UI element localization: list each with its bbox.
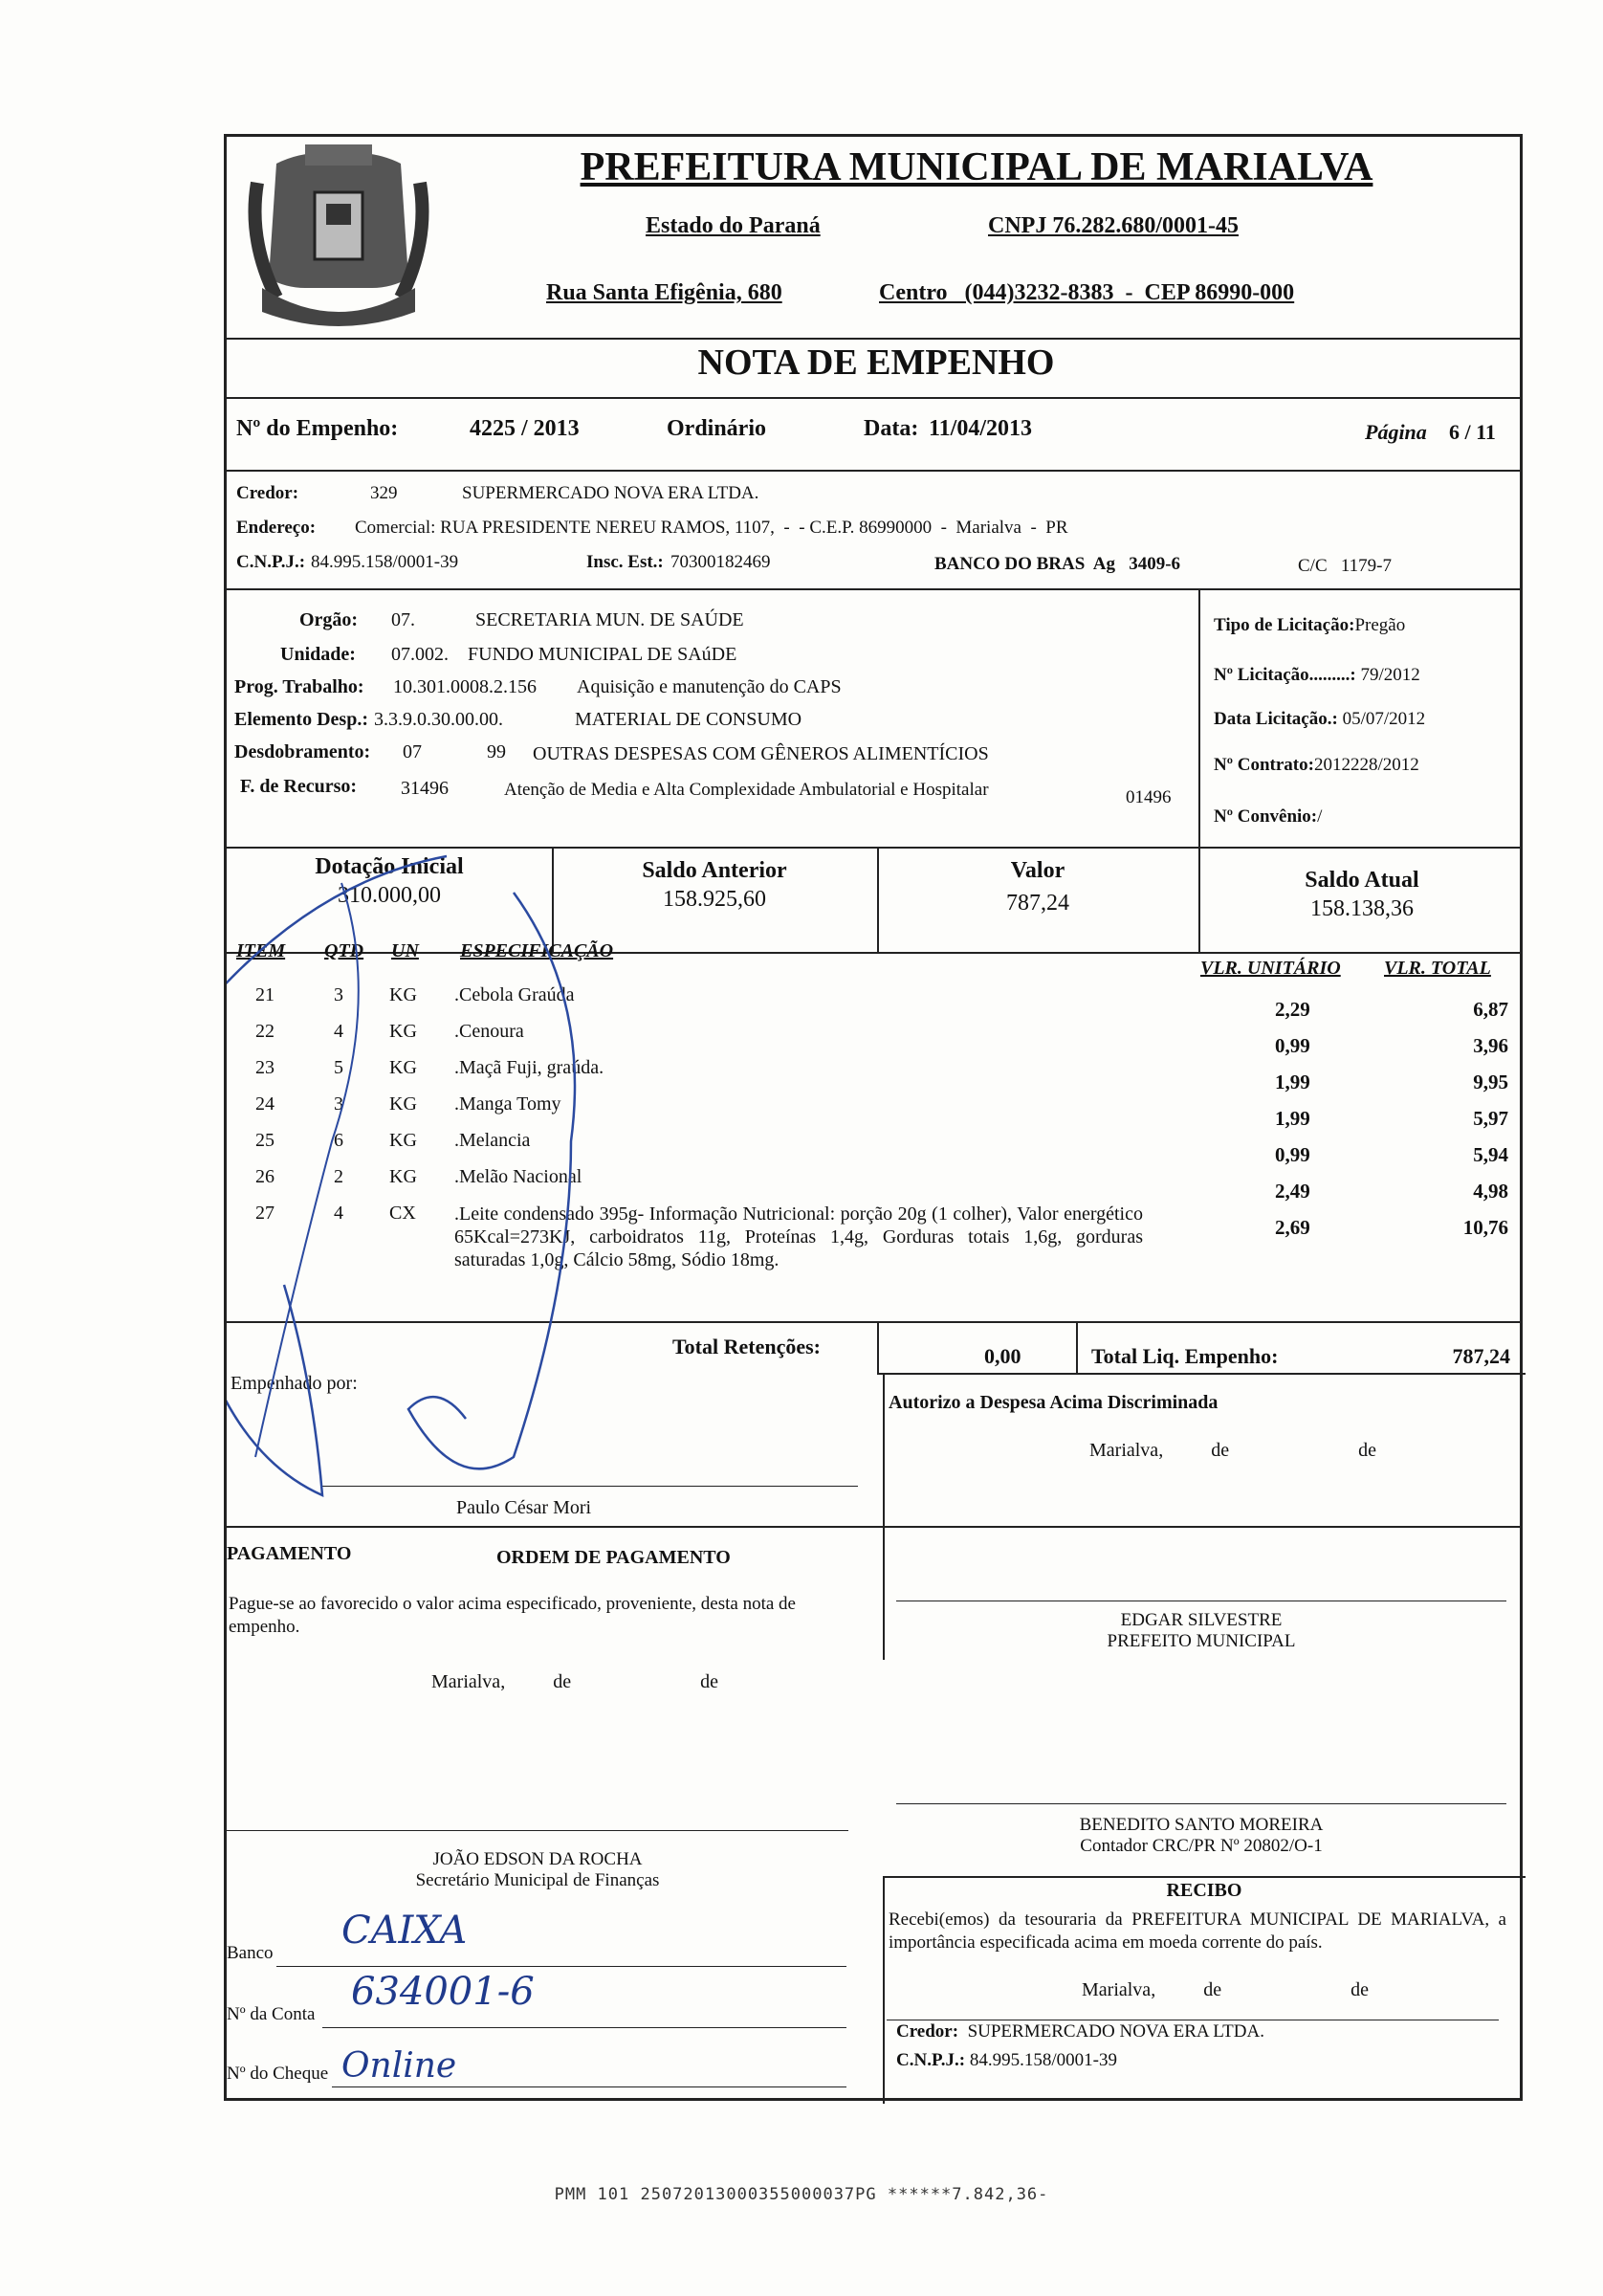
table-row: 25 6 KG .Melancia	[255, 1130, 531, 1151]
orgao-label: Orgão:	[299, 609, 359, 630]
header-vlr-total: VLR. TOTAL	[1384, 958, 1491, 979]
tipo-licitacao: Tipo de Licitação:Pregão	[1214, 615, 1406, 635]
conta-handwritten: 634001-6	[351, 1970, 535, 2014]
recibo-title: RECIBO	[1166, 1880, 1242, 1901]
table-row: 27 4 CX .Leite condensado 395g- Informação Nutricional: porção 20g (1 colher), Valor energético 65Kcal=273KJ, carboidratos 11g, Proteínas 1,4g, Gorduras totais 1,6g, gorduras saturadas 1,0g, Cálcio 58mg, Sódio 18mg.	[255, 1203, 1143, 1270]
contador-cargo: Contador CRC/PR Nº 20802/O-1	[1080, 1836, 1323, 1856]
dotacao-value: 310.000,00	[338, 883, 441, 908]
recurso-label: F. de Recurso:	[240, 776, 358, 797]
endereco: Comercial: RUA PRESIDENTE NEREU RAMOS, 1107, - - C.E.P. 86990000 - Marialva - PR	[355, 518, 1068, 538]
numero-contrato: Nº Contrato:2012228/2012	[1214, 755, 1419, 775]
value-row: 2,69 10,76	[1275, 1216, 1508, 1239]
empenho-number-label: Nº do Empenho:	[236, 416, 399, 441]
saldo-anterior-label: Saldo Anterior	[642, 858, 787, 883]
insc-value: 70300182469	[670, 552, 771, 572]
pagamento-label: PAGAMENTO	[227, 1543, 352, 1564]
table-row: 23 5 KG .Maçã Fuji, graúda.	[255, 1057, 604, 1078]
valor-value: 787,24	[1006, 891, 1069, 916]
desdobramento-name: OUTRAS DESPESAS COM GÊNEROS ALIMENTÍCIOS	[533, 743, 989, 764]
insc-label: Insc. Est.:	[586, 552, 664, 572]
credor-name: SUPERMERCADO NOVA ERA LTDA.	[462, 483, 759, 503]
institution-title: PREFEITURA MUNICIPAL DE MARIALVA	[580, 145, 1373, 189]
valor-label: Valor	[1010, 858, 1065, 883]
total-liquido-label: Total Liq. Empenho:	[1091, 1344, 1279, 1368]
desdobramento-sub: 99	[487, 741, 506, 762]
empenho-date-label: Data:	[864, 416, 919, 441]
elemento-code: 3.3.9.0.30.00.00.	[374, 709, 503, 730]
numero-licitacao: Nº Licitação.........: 79/2012	[1214, 665, 1420, 685]
data-licitacao: Data Licitação.: 05/07/2012	[1214, 709, 1426, 729]
empenho-type: Ordinário	[667, 416, 767, 441]
credor-code: 329	[370, 483, 398, 503]
empenhado-label: Empenhado por:	[231, 1373, 358, 1394]
endereco-label: Endereço:	[236, 518, 317, 538]
credor-cnpj: 84.995.158/0001-39	[311, 552, 459, 572]
pague-text: Pague-se ao favorecido o valor acima especificado, proveniente, desta nota de empenho.	[229, 1594, 796, 1637]
conta-label: Nº da Conta	[227, 2004, 316, 2024]
saldo-atual-label: Saldo Atual	[1305, 868, 1419, 893]
recibo-local-data: Marialva, de de	[1082, 1979, 1369, 2000]
recurso-code2: 01496	[1126, 787, 1172, 807]
value-row: 0,99 3,96	[1275, 1034, 1508, 1057]
table-row: 21 3 KG .Cebola Graúda	[255, 984, 575, 1005]
elemento-name: MATERIAL DE CONSUMO	[575, 709, 802, 730]
footer-code: PMM 101 25072013000355000037PG ******7.842,36-	[554, 2185, 1049, 2204]
saldo-anterior-value: 158.925,60	[663, 887, 766, 912]
coat-of-arms-logo	[248, 144, 429, 336]
table-row: 26 2 KG .Melão Nacional	[255, 1166, 582, 1187]
saldo-atual-value: 158.138,36	[1310, 896, 1414, 921]
secretario-nome: JOÃO EDSON DA ROCHA	[432, 1849, 643, 1869]
header-especificacao: ESPECIFICAÇÃO	[460, 940, 614, 961]
secretario-cargo: Secretário Municipal de Finanças	[415, 1870, 660, 1890]
table-row: 22 4 KG .Cenoura	[255, 1021, 524, 1042]
header-qtd: QTD	[324, 940, 364, 961]
prefeito-cargo: PREFEITO MUNICIPAL	[1107, 1631, 1296, 1651]
contador-nome: BENEDITO SANTO MOREIRA	[1079, 1815, 1324, 1835]
autorizo-local-data: Marialva, de de	[1089, 1440, 1376, 1461]
total-retencoes-value: 0,00	[984, 1344, 1021, 1368]
dotacao-label: Dotação Inicial	[315, 854, 464, 879]
recibo-text: Recebi(emos) da tesouraria da PREFEITURA MUNICIPAL DE MARIALVA, a importância especificada acima em moeda corrente do país.	[889, 1910, 1506, 1953]
header-un: UN	[391, 940, 419, 961]
autorizo-text: Autorizo a Despesa Acima Discriminada	[889, 1392, 1219, 1413]
cheque-handwritten: Online	[341, 2046, 457, 2086]
desdobramento-label: Desdobramento:	[234, 741, 371, 762]
address-contact: Centro (044)3232-8383 - CEP 86990-000	[879, 280, 1295, 305]
prefeito-nome: EDGAR SILVESTRE	[1120, 1610, 1283, 1630]
prog-label: Prog. Trabalho:	[234, 676, 364, 697]
banco-handwritten: CAIXA	[341, 1909, 468, 1953]
ordem-pagamento-label: ORDEM DE PAGAMENTO	[496, 1547, 731, 1568]
header-item: ITEM	[236, 940, 286, 961]
prog-name: Aquisição e manutenção do CAPS	[577, 676, 842, 697]
recibo-credor: Credor: SUPERMERCADO NOVA ERA LTDA.	[896, 2021, 1264, 2042]
credor-label: Credor:	[236, 483, 299, 503]
total-retencoes-label: Total Retenções:	[672, 1335, 821, 1358]
value-row: 1,99 9,95	[1275, 1071, 1508, 1093]
orgao-code: 07.	[391, 609, 415, 630]
page-label: Página	[1365, 420, 1427, 444]
credor-banco: BANCO DO BRAS Ag 3409-6	[934, 554, 1181, 574]
banco-label: Banco	[227, 1943, 274, 1963]
unidade-label: Unidade:	[280, 644, 356, 665]
value-row: 2,29 6,87	[1275, 998, 1508, 1021]
prog-code: 10.301.0008.2.156	[393, 676, 537, 697]
unidade-code: 07.002.	[391, 644, 449, 665]
page-number: 6 / 11	[1449, 420, 1496, 444]
recurso-code: 31496	[401, 778, 449, 799]
unidade-name: FUNDO MUNICIPAL DE SAúDE	[468, 644, 737, 665]
desdobramento-code: 07	[403, 741, 422, 762]
address-label: Rua Santa Efigênia, 680	[546, 280, 782, 305]
pagamento-local-data: Marialva, de de	[431, 1671, 718, 1692]
state-label: Estado do Paraná	[646, 213, 821, 238]
recibo-cnpj: C.N.P.J.: 84.995.158/0001-39	[896, 2050, 1117, 2070]
value-row: 0,99 5,94	[1275, 1143, 1508, 1166]
document-title: NOTA DE EMPENHO	[697, 342, 1055, 383]
header-vlr-unitario: VLR. UNITÁRIO	[1200, 958, 1341, 979]
elemento-label: Elemento Desp.:	[234, 709, 368, 730]
empenhado-nome: Paulo César Mori	[456, 1497, 592, 1518]
credor-conta: C/C 1179-7	[1298, 556, 1392, 576]
orgao-name: SECRETARIA MUN. DE SAÚDE	[475, 609, 744, 630]
value-row: 2,49 4,98	[1275, 1180, 1508, 1203]
cnpj-label: CNPJ 76.282.680/0001-45	[988, 213, 1239, 238]
empenho-number: 4225 / 2013	[470, 416, 580, 441]
numero-convenio: Nº Convênio:/	[1214, 806, 1323, 827]
empenho-date: 11/04/2013	[929, 416, 1033, 441]
recurso-name: Atenção de Media e Alta Complexidade Ambulatorial e Hospitalar	[504, 780, 989, 800]
value-row: 1,99 5,97	[1275, 1107, 1508, 1130]
total-liquido-value: 787,24	[1452, 1344, 1510, 1368]
table-row: 24 3 KG .Manga Tomy	[255, 1093, 561, 1115]
credor-cnpj-label: C.N.P.J.:	[236, 552, 306, 572]
nota-de-empenho-document	[224, 134, 1523, 2101]
cheque-label: Nº do Cheque	[227, 2064, 329, 2084]
